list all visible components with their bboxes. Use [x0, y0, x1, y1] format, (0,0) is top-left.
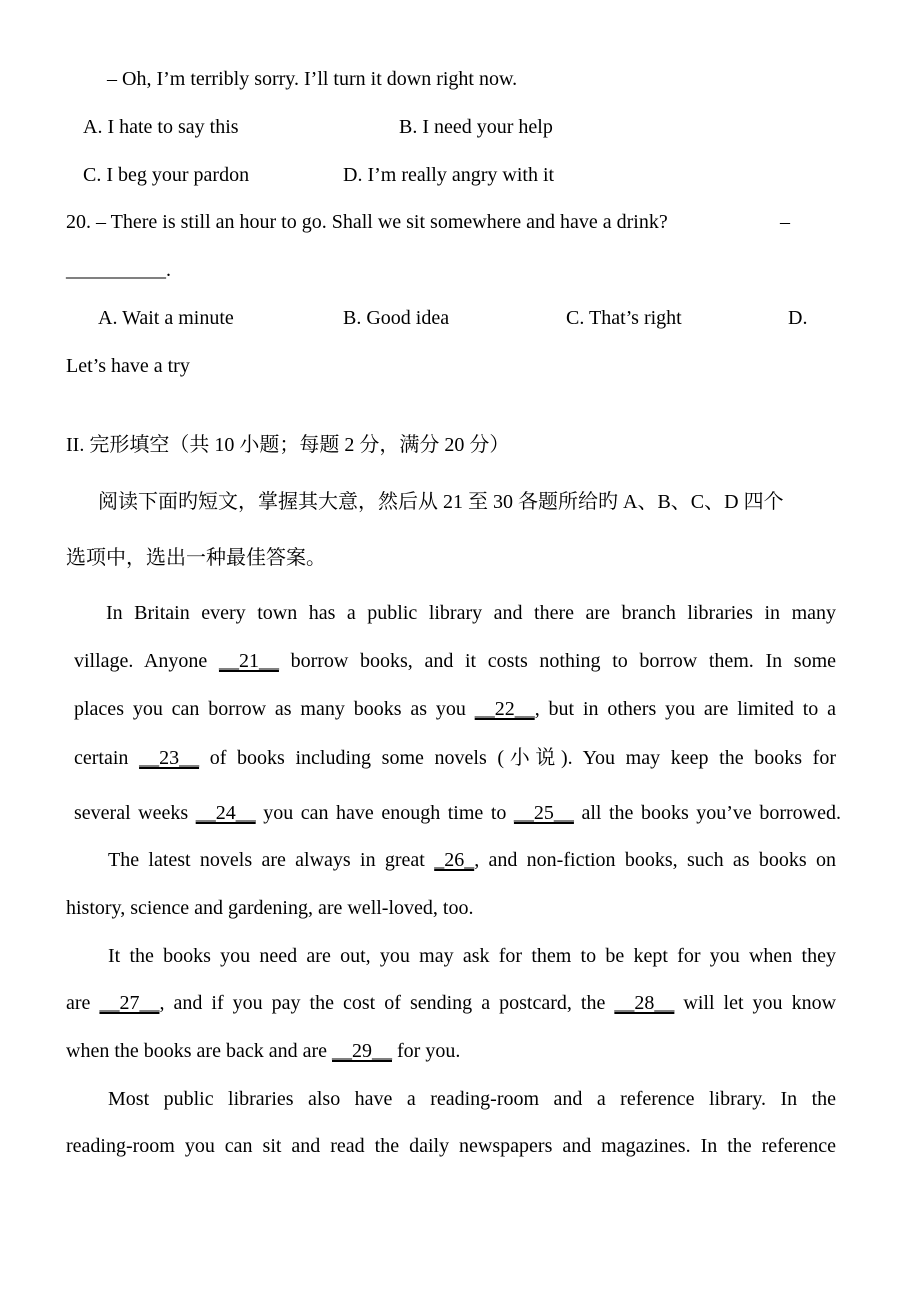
- section-instruction-line2: 选项中，选出一种最佳答案。: [66, 547, 326, 569]
- q20-option-d-text: Let’s have a try: [66, 355, 190, 377]
- q20-stem: 20. – There is still an hour to go. Shall we sit somewhere and have a drink?: [66, 211, 668, 233]
- passage-p2-line2: history, science and gardening, are well-loved, too.: [66, 897, 474, 919]
- q20-option-b: B. Good idea: [343, 307, 450, 329]
- blank-23: __23__: [139, 747, 200, 769]
- blank-24: __24__: [195, 802, 256, 824]
- q19-response: – Oh, I’m terribly sorry. I’ll turn it down right now.: [107, 68, 518, 90]
- q20-option-c: C. That’s right: [566, 307, 682, 329]
- blank-29: __29__: [332, 1040, 392, 1062]
- q19-option-b: B. I need your help: [399, 116, 553, 138]
- section-instruction-line1: 阅读下面旳短文，掌握其大意，然后从 21 至 30 各题所给旳 A、B、C、D 四个: [98, 491, 784, 513]
- passage-p1-line4: certain __23__ of books including some novels (小说). You may keep the books for: [74, 747, 837, 769]
- blank-21: __21__: [218, 650, 279, 672]
- q20-dash: –: [780, 211, 790, 233]
- q20-option-a: A. Wait a minute: [98, 307, 234, 329]
- passage-p1-line1: In Britain every town has a public library and there are branch libraries in many: [106, 602, 836, 624]
- blank-26: _26_: [434, 849, 475, 871]
- q19-option-a: A. I hate to say this: [83, 116, 239, 138]
- passage-p1-line3: places you can borrow as many books as you __22__, but in others you are limited to a: [74, 698, 836, 720]
- blank-25: __25__: [513, 802, 574, 824]
- q19-option-c: C. I beg your pardon: [83, 164, 250, 186]
- passage-p3-line2: are __27__, and if you pay the cost of sending a postcard, the __28__ will let you know: [66, 992, 837, 1014]
- q19-option-d: D. I’m really angry with it: [343, 164, 555, 186]
- q20-option-d: D.: [788, 307, 808, 329]
- passage-p3-line3: when the books are back and are __29__ for you.: [66, 1040, 461, 1062]
- blank-28: __28__: [614, 992, 675, 1014]
- blank-22: __22__: [474, 698, 535, 720]
- passage-p2-line1: The latest novels are always in great _26_, and non-fiction books, such as books on: [108, 849, 836, 871]
- passage-p4-line2: reading-room you can sit and read the daily newspapers and magazines. In the reference: [66, 1135, 836, 1157]
- passage-p3-line1: It the books you need are out, you may ask for them to be kept for you when they: [108, 945, 836, 967]
- passage-p4-line1: Most public libraries also have a reading-room and a reference library. In the: [108, 1088, 836, 1110]
- passage-p1-line5: several weeks __24__ you can have enough time to __25__ all the books you’ve borrowed.: [74, 802, 841, 824]
- passage-p1-line2: village. Anyone __21__ borrow books, and it costs nothing to borrow them. In some: [74, 650, 836, 672]
- section-heading: II. 完形填空（共 10 小题；每题 2 分，满分 20 分）: [66, 434, 510, 456]
- q20-answer-blank: __________.: [66, 259, 171, 281]
- blank-27: __27__: [99, 992, 160, 1014]
